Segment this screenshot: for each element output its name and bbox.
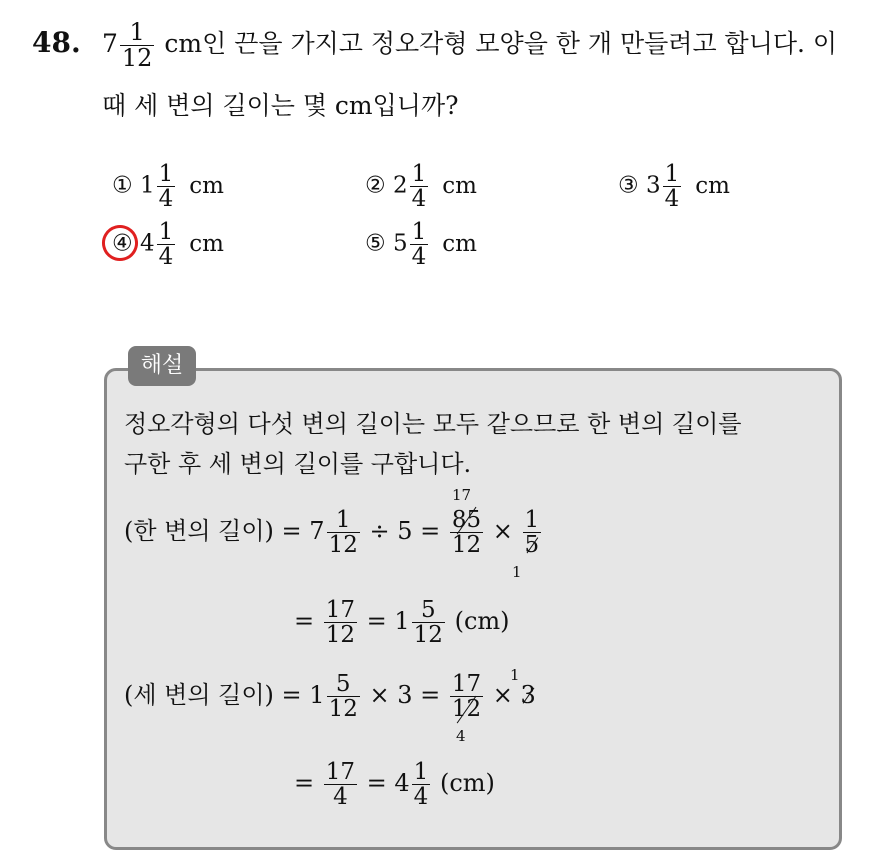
eq2-cancel-4: 4 — [456, 727, 466, 745]
eq1-cancel-17: 17 — [452, 486, 472, 504]
eq2-result-mixed: $\frac{1}{4}$ — [413, 759, 429, 811]
choice-unit: cm — [442, 172, 477, 199]
eq2-label: (세 변의 길이) — [124, 681, 274, 710]
question-number: 48. — [32, 26, 81, 59]
eq1-frac-b: $\frac{85}{12}$ — [451, 507, 482, 559]
equation-1-result: = $\frac{17}{12}$ = 1 $\frac{5}{12}$ (cm) — [294, 597, 510, 649]
choice-denominator: 4 — [411, 186, 427, 213]
choice-fraction — [157, 162, 176, 211]
equation-2 — [124, 672, 536, 721]
choice-denominator: 4 — [158, 186, 174, 213]
choice-denominator: 4 — [664, 186, 680, 213]
choice-whole: 2 — [392, 172, 408, 199]
choice-unit: cm — [442, 230, 477, 257]
eq2-result-frac: $\frac{17}{4}$ — [325, 759, 356, 811]
choice-fraction — [663, 162, 682, 211]
choice-5[interactable] — [365, 220, 477, 269]
choice-fraction — [157, 220, 176, 269]
eq2-cancel-1: 1 — [510, 666, 520, 684]
eq1-frac-a: $\frac{1}{12}$ — [328, 507, 358, 559]
choice-denominator: 4 — [158, 244, 174, 271]
eq2-unit: (cm) — [439, 769, 495, 798]
choice-denominator: 4 — [411, 244, 427, 271]
choice-unit: cm — [695, 172, 730, 199]
eq2-expression: = 1 $\frac{5}{12}$ × 3 = $\frac{17}{12}$ × 3 — [281, 671, 536, 723]
eq1-result-mixed: $\frac{5}{12}$ — [413, 597, 443, 649]
question-text: cm인 끈을 가지고 정오각형 모양을 한 개 만들려고 합니다. 이 — [164, 29, 838, 59]
choice-numerator: 1 — [158, 161, 174, 187]
choice-numerator: 1 — [411, 219, 427, 245]
question-line-1 — [102, 20, 837, 71]
choice-fraction — [410, 220, 429, 269]
eq2-frac-a: $\frac{5}{12}$ — [328, 671, 358, 723]
question-line-2: 때 세 변의 길이는 몇 cm입니까? — [102, 91, 459, 120]
choice-numerator: 1 — [158, 219, 174, 245]
explanation-line-2: 구한 후 세 변의 길이를 구합니다. — [124, 450, 472, 478]
question-denominator: 12 — [121, 44, 153, 73]
eq2-frac-b: $\frac{17}{12}$ — [451, 671, 482, 723]
question-numerator: 1 — [120, 20, 155, 46]
choice-mark: ① — [112, 172, 133, 199]
choice-mark: ⑤ — [365, 230, 386, 257]
question-fraction — [120, 20, 155, 71]
choice-mark: ③ — [618, 172, 639, 199]
eq1-result-frac: $\frac{17}{12}$ — [325, 597, 356, 649]
eq1-unit: (cm) — [454, 607, 510, 636]
choice-unit: cm — [189, 172, 224, 199]
equation-1 — [124, 508, 543, 557]
choice-whole: 5 — [392, 230, 408, 257]
choice-numerator: 1 — [664, 161, 680, 187]
eq1-cancel-1: 1 — [512, 563, 522, 581]
choice-whole: 3 — [645, 172, 661, 199]
choice-fraction — [410, 162, 429, 211]
explanation-line-1: 정오각형의 다섯 변의 길이는 모두 같으므로 한 변의 길이를 — [124, 410, 742, 438]
eq1-frac-c: $\frac{1}{5}$ — [524, 507, 540, 559]
choice-whole: 1 — [139, 172, 155, 199]
question-whole: 7 — [102, 29, 118, 59]
choice-2[interactable] — [365, 162, 477, 211]
choice-3[interactable] — [618, 162, 730, 211]
choice-whole: 4 — [139, 230, 155, 257]
eq1-expression: = 7 $\frac{1}{12}$ ÷ 5 = $\frac{85}{12}$ × $\frac{1}{5}$ — [281, 507, 540, 559]
eq1-label: (한 변의 길이) — [124, 517, 274, 546]
choice-1[interactable] — [112, 162, 224, 211]
explanation-tag: 해설 — [128, 346, 196, 386]
choice-mark: ② — [365, 172, 386, 199]
equation-2-result: = $\frac{17}{4}$ = 4 $\frac{1}{4}$ (cm) — [294, 759, 495, 811]
choice-mark: ④ — [112, 230, 133, 257]
choice-numerator: 1 — [411, 161, 427, 187]
choice-unit: cm — [189, 230, 224, 257]
